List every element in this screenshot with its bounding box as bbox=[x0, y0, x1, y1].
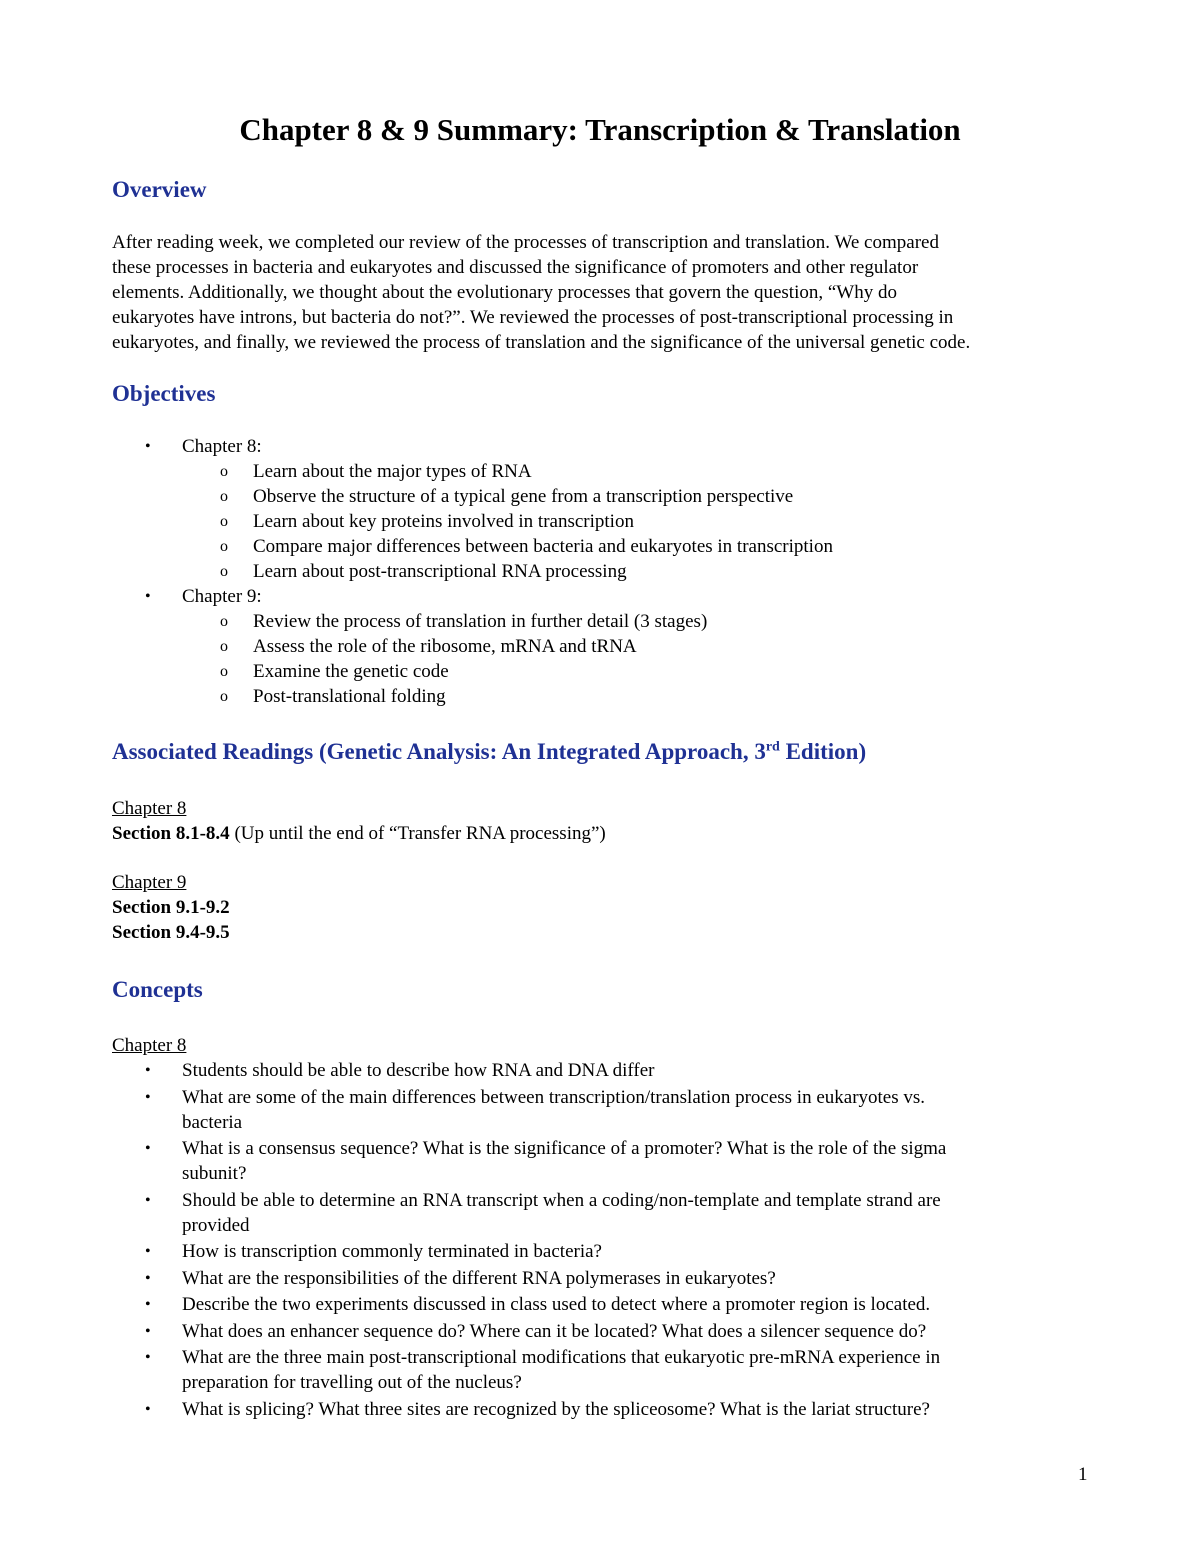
sub-bullet-icon: o bbox=[220, 688, 228, 705]
objective-text: Learn about the major types of RNA bbox=[253, 461, 532, 482]
objective-item bbox=[112, 684, 1092, 709]
bullet-icon: • bbox=[145, 1349, 151, 1366]
objective-text: Examine the genetic code bbox=[253, 661, 449, 682]
concept-item bbox=[112, 1345, 1092, 1395]
objectives-list bbox=[112, 434, 1092, 709]
concept-text: What does an enhancer sequence do? Where can it be located? What does a silencer sequence do? bbox=[182, 1320, 927, 1342]
sub-bullet-icon: o bbox=[220, 488, 228, 505]
readings-section-note: (Up until the end of “Transfer RNA processing”) bbox=[229, 823, 606, 844]
sub-bullet-icon: o bbox=[220, 638, 228, 655]
bullet-icon: • bbox=[145, 1269, 151, 1287]
bullet-icon: • bbox=[145, 1243, 151, 1260]
objective-text: Compare major differences between bacteria and eukaryotes in transcription bbox=[253, 536, 833, 557]
concept-item bbox=[112, 1136, 1092, 1186]
objective-item bbox=[112, 459, 1092, 484]
bullet-icon: • bbox=[145, 1400, 151, 1418]
readings-chapter-label: Chapter 8 bbox=[112, 798, 187, 819]
readings-heading-suffix: Edition) bbox=[779, 739, 867, 764]
objectives-heading: Objectives bbox=[112, 381, 216, 406]
concept-text: What are some of the main differences between transcription/translation process in eukaryotes vs. bbox=[182, 1086, 926, 1108]
sub-bullet-icon: o bbox=[220, 513, 228, 530]
readings-chapter-8 bbox=[112, 796, 1092, 846]
objective-text: Post-translational folding bbox=[253, 686, 446, 707]
bullet-icon: • bbox=[145, 1191, 151, 1209]
concept-text: What is splicing? What three sites are recognized by the spliceosome? What is the lariat structure? bbox=[182, 1398, 930, 1420]
objective-group-chapter-9 bbox=[112, 584, 1092, 609]
document-title: Chapter 8 & 9 Summary: Transcription & Translation bbox=[239, 112, 961, 147]
overview-line: elements. Additionally, we thought about the evolutionary processes that govern the question, “Why do bbox=[112, 282, 897, 303]
sub-bullet-icon: o bbox=[220, 538, 228, 555]
concept-item bbox=[112, 1058, 1092, 1083]
readings-chapter-label: Chapter 9 bbox=[112, 872, 187, 893]
concept-item bbox=[112, 1266, 1092, 1291]
readings-section-bold: Section 9.4-9.5 bbox=[112, 922, 230, 943]
readings-heading bbox=[112, 737, 866, 767]
objective-item bbox=[112, 659, 1092, 684]
concept-text: provided bbox=[182, 1214, 250, 1236]
sub-bullet-icon: o bbox=[220, 563, 228, 580]
bullet-icon: • bbox=[145, 1088, 151, 1106]
objective-item bbox=[112, 484, 1092, 509]
concept-text: bacteria bbox=[182, 1111, 243, 1133]
overview-heading: Overview bbox=[112, 177, 207, 202]
overview-line: these processes in bacteria and eukaryotes and discussed the significance of promoters and other regulator bbox=[112, 257, 919, 278]
concept-item bbox=[112, 1319, 1092, 1344]
concept-text: How is transcription commonly terminated in bacteria? bbox=[182, 1241, 602, 1262]
readings-section-bold: Section 9.1-9.2 bbox=[112, 897, 230, 918]
objective-item bbox=[112, 509, 1092, 534]
bullet-icon: • bbox=[145, 1296, 151, 1313]
objective-group-chapter-8 bbox=[112, 434, 1092, 459]
readings-section bbox=[112, 821, 1092, 846]
concept-text: Students should be able to describe how RNA and DNA differ bbox=[182, 1060, 655, 1081]
concept-text: What is a consensus sequence? What is the significance of a promoter? What is the role of the sigma bbox=[182, 1138, 947, 1159]
concept-text: Describe the two experiments discussed in class used to detect where a promoter region is located. bbox=[182, 1294, 931, 1315]
objective-group-label: Chapter 8: bbox=[182, 436, 262, 457]
sub-bullet-icon: o bbox=[220, 663, 228, 680]
concepts-chapter-8-label-wrap bbox=[112, 1033, 1092, 1058]
concepts-heading: Concepts bbox=[112, 977, 203, 1002]
bullet-icon: • bbox=[145, 438, 151, 455]
objective-text: Assess the role of the ribosome, mRNA and tRNA bbox=[253, 636, 637, 657]
objective-text: Learn about key proteins involved in transcription bbox=[253, 511, 634, 532]
readings-chapter-9 bbox=[112, 870, 1092, 945]
concept-text: subunit? bbox=[182, 1163, 247, 1184]
concepts-list bbox=[112, 1058, 1092, 1423]
concept-text: preparation for travelling out of the nucleus? bbox=[182, 1372, 522, 1393]
concept-text: What are the three main post-transcriptional modifications that eukaryotic pre-mRNA experience in bbox=[182, 1347, 941, 1368]
sub-bullet-icon: o bbox=[220, 613, 228, 630]
readings-section-bold: Section 8.1-8.4 bbox=[112, 823, 230, 844]
overview-line: After reading week, we completed our review of the processes of transcription and translation. We compared bbox=[112, 232, 939, 253]
objective-item bbox=[112, 609, 1092, 634]
overview-line: eukaryotes have introns, but bacteria do not?”. We reviewed the processes of post-transcriptional processing in bbox=[112, 307, 954, 328]
objective-item bbox=[112, 634, 1092, 659]
objective-item bbox=[112, 534, 1092, 559]
concept-item bbox=[112, 1188, 1092, 1238]
objective-item bbox=[112, 559, 1092, 584]
readings-heading-text: Associated Readings (Genetic Analysis: An Integrated Approach, 3 bbox=[112, 739, 766, 764]
concept-item bbox=[112, 1239, 1092, 1264]
concept-item bbox=[112, 1085, 1092, 1135]
concept-item bbox=[112, 1292, 1092, 1317]
sub-bullet-icon: o bbox=[220, 463, 228, 480]
objective-group-label: Chapter 9: bbox=[182, 586, 262, 607]
objective-text: Observe the structure of a typical gene from a transcription perspective bbox=[253, 486, 794, 507]
bullet-icon: • bbox=[145, 1062, 151, 1079]
bullet-icon: • bbox=[145, 588, 151, 605]
page-number: 1 bbox=[1078, 1464, 1088, 1485]
bullet-icon: • bbox=[145, 1322, 151, 1340]
overview-paragraph bbox=[112, 230, 1092, 355]
overview-line: eukaryotes, and finally, we reviewed the process of translation and the significance of the universal genetic code. bbox=[112, 332, 971, 353]
objective-text: Learn about post-transcriptional RNA processing bbox=[253, 561, 627, 582]
readings-heading-superscript: rd bbox=[765, 739, 780, 755]
bullet-icon: • bbox=[145, 1140, 151, 1157]
concept-text: What are the responsibilities of the different RNA polymerases in eukaryotes? bbox=[182, 1267, 776, 1289]
objective-text: Review the process of translation in further detail (3 stages) bbox=[253, 611, 708, 632]
concept-text: Should be able to determine an RNA transcript when a coding/non-template and template strand are bbox=[182, 1189, 941, 1211]
concepts-chapter-label: Chapter 8 bbox=[112, 1035, 187, 1056]
concept-item bbox=[112, 1397, 1092, 1422]
